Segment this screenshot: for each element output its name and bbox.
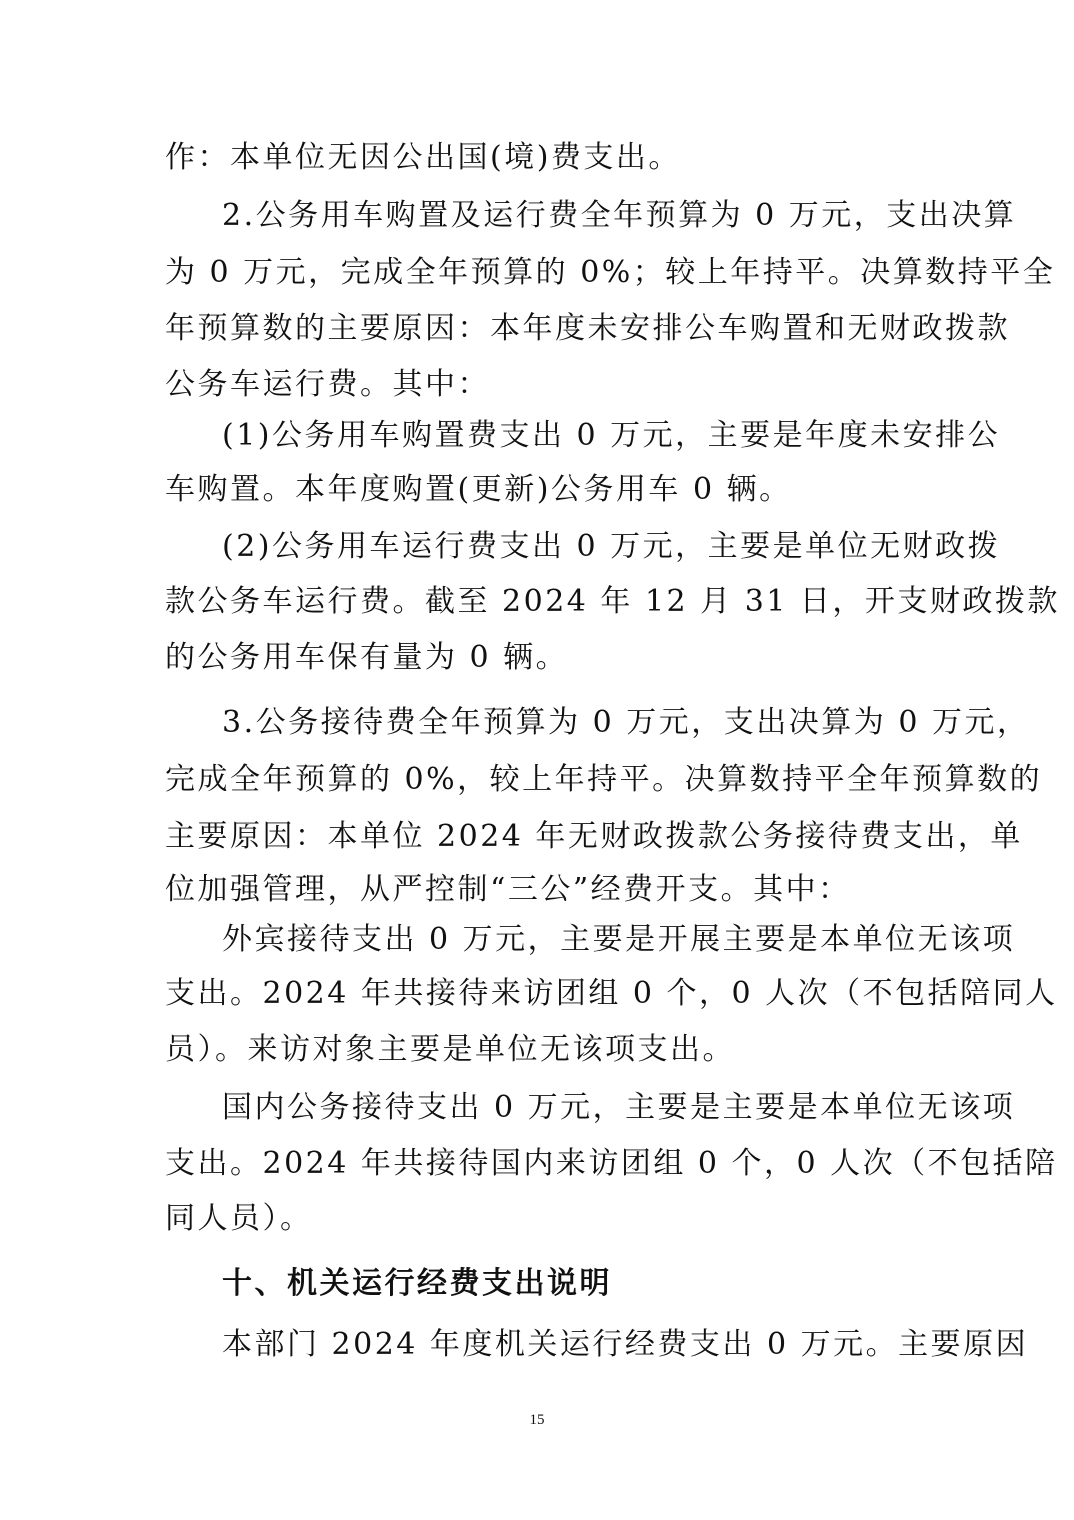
text-line: 车购置。本年度购置(更新)公务用车 0 辆。	[165, 472, 792, 507]
text-line: (1)公务用车购置费支出 0 万元，主要是年度未安排公	[222, 418, 1001, 453]
text-line: 位加强管理，从严控制“三公”经费开支。其中：	[165, 872, 851, 907]
text-line: 本部门 2024 年度机关运行经费支出 0 万元。主要原因	[222, 1327, 1029, 1362]
text-line: 2.公务用车购置及运行费全年预算为 0 万元，支出决算	[222, 198, 1017, 233]
text-line: 外宾接待支出 0 万元，主要是开展主要是本单位无该项	[222, 922, 1016, 957]
text-line: 的公务用车保有量为 0 辆。	[165, 640, 569, 675]
text-line: 公务车运行费。其中：	[165, 367, 490, 402]
text-line: 支出。2024 年共接待来访团组 0 个，0 人次（不包括陪同人	[165, 976, 1058, 1011]
text-line: 同人员）。	[165, 1201, 313, 1236]
section-heading: 十、机关运行经费支出说明	[222, 1266, 612, 1301]
text-line: 作：本单位无因公出国(境)费支出。	[165, 140, 681, 175]
text-line: 3.公务接待费全年预算为 0 万元，支出决算为 0 万元，	[222, 705, 1030, 740]
text-line: 款公务车运行费。截至 2024 年 12 月 31 日，开支财政拨款	[165, 584, 1060, 619]
text-line: 完成全年预算的 0%，较上年持平。决算数持平全年预算数的	[165, 762, 1043, 797]
text-line: 主要原因：本单位 2024 年无财政拨款公务接待费支出，单	[165, 819, 1023, 854]
text-line: 年预算数的主要原因：本年度未安排公车购置和无财政拨款	[165, 311, 1010, 346]
text-line: 国内公务接待支出 0 万元，主要是主要是本单位无该项	[222, 1090, 1016, 1125]
text-line: 为 0 万元，完成全年预算的 0%；较上年持平。决算数持平全	[165, 255, 1056, 290]
text-line: 员）。来访对象主要是单位无该项支出。	[165, 1032, 735, 1067]
text-line: 支出。2024 年共接待国内来访团组 0 个，0 人次（不包括陪	[165, 1146, 1058, 1181]
text-line: (2)公务用车运行费支出 0 万元，主要是单位无财政拨	[222, 529, 1001, 564]
page-number: 15	[529, 1412, 545, 1428]
